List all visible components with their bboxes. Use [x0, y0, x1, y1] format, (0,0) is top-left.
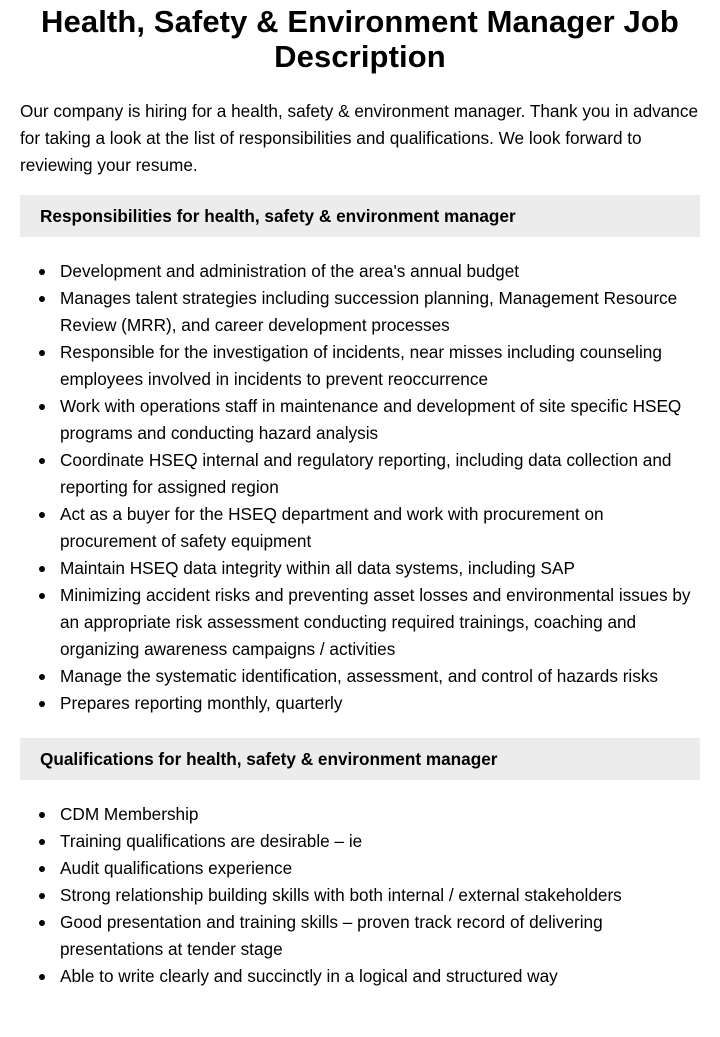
list-item: Manages talent strategies including succession planning, Management Resource Review (MRR), and career development processes: [60, 285, 700, 339]
list-item: Work with operations staff in maintenance and development of site specific HSEQ programs and conducting hazard analysis: [60, 393, 700, 447]
qualifications-list: [20, 801, 700, 990]
list-item: Good presentation and training skills – proven track record of delivering presentations at tender stage: [60, 909, 700, 963]
intro-paragraph: Our company is hiring for a health, safety & environment manager. Thank you in advance for taking a look at the list of responsibilities and qualifications. We look forward to reviewing your resume.: [20, 101, 699, 175]
responsibilities-list: [20, 258, 700, 717]
list-item: Prepares reporting monthly, quarterly: [60, 690, 700, 717]
list-item: Act as a buyer for the HSEQ department and work with procurement on procurement of safety equipment: [60, 501, 700, 555]
qualifications-heading: Qualifications for health, safety & environment manager: [40, 748, 498, 769]
responsibilities-header: [20, 195, 700, 237]
list-item: Audit qualifications experience: [60, 855, 700, 882]
list-item: CDM Membership: [60, 801, 700, 828]
list-item: Development and administration of the area's annual budget: [60, 258, 700, 285]
list-item: Able to write clearly and succinctly in a logical and structured way: [60, 963, 700, 990]
list-item: Manage the systematic identification, assessment, and control of hazards risks: [60, 663, 700, 690]
list-item: Training qualifications are desirable – ie: [60, 828, 700, 855]
responsibilities-heading: Responsibilities for health, safety & environment manager: [40, 205, 516, 226]
list-item: Minimizing accident risks and preventing asset losses and environmental issues by an appropriate risk assessment conducting required trainings, coaching and organizing awareness campaigns / activities: [60, 582, 700, 663]
qualifications-header: [20, 738, 700, 780]
list-item: Responsible for the investigation of incidents, near misses including counseling employees involved in incidents to prevent reoccurrence: [60, 339, 700, 393]
page-title: Health, Safety & Environment Manager Job Description: [41, 4, 679, 74]
list-item: Maintain HSEQ data integrity within all data systems, including SAP: [60, 555, 700, 582]
list-item: Strong relationship building skills with both internal / external stakeholders: [60, 882, 700, 909]
list-item: Coordinate HSEQ internal and regulatory reporting, including data collection and reporting for assigned region: [60, 447, 700, 501]
